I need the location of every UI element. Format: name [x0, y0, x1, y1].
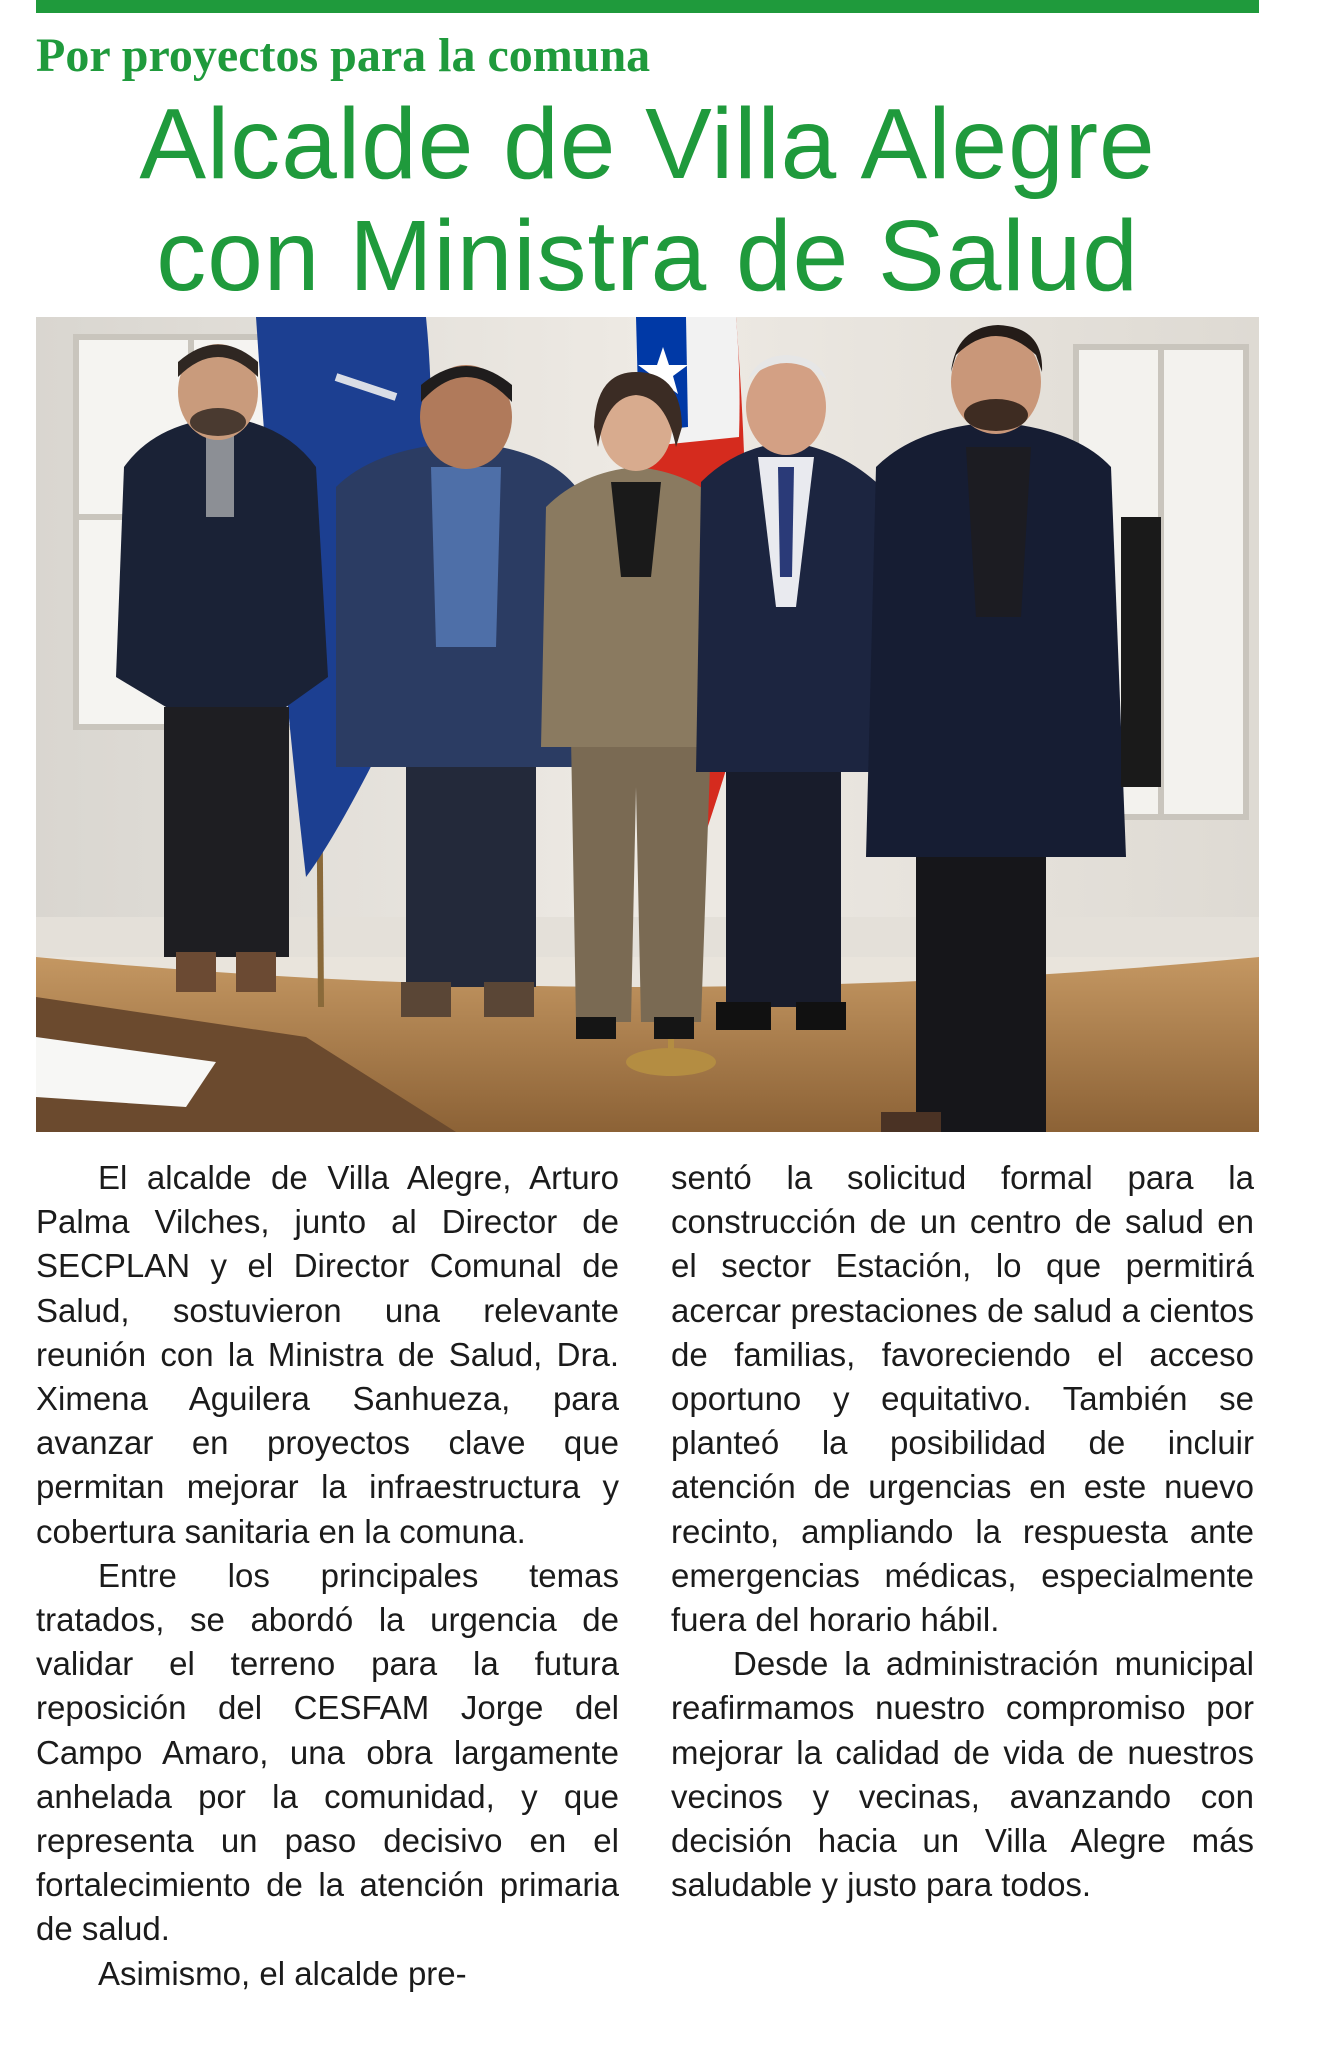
top-green-rule	[36, 0, 1259, 13]
group-photo-illustration	[36, 317, 1259, 1132]
article-column-left	[36, 1156, 619, 2040]
headline	[36, 88, 1259, 312]
paragraph-4: Desde la administración municipal reafirmamos nuestro compromiso por mejorar la calidad de vida de nuestros vecinos y vecinas, avanzando con decisión hacia un Villa Alegre más saludable y justo para todos.	[671, 1645, 1254, 1904]
paragraph-1: El alcalde de Villa Alegre, Arturo Palma Vilches, junto al Director de SECPLAN y el Director Comunal de Salud, sostuvieron una relevante reunión con la Ministra de Salud, Dra. Ximena Aguilera Sanhueza, para avanzar en proyectos clave que permitan mejorar la infraestructura y cobertura sanitaria en la comuna.	[36, 1159, 619, 1550]
paragraph-2: Entre los principales temas tratados, se abordó la urgencia de validar el terreno para la futura reposición del CESFAM Jorge del Campo Amaro, una obra largamente anhelada por la comunidad, y que representa un paso decisivo en el fortalecimiento de la atención primaria de salud.	[36, 1556, 619, 1948]
headline-line-2: con Ministra de Salud	[156, 200, 1139, 312]
kicker: Por proyectos para la comuna	[36, 29, 651, 82]
headline-line-1: Alcalde de Villa Alegre	[139, 88, 1156, 200]
group-photo	[36, 317, 1259, 1132]
paragraph-3-end: sentó la solicitud formal para la construcción de un centro de salud en el sector Estación, lo que permitirá acercar prestaciones de salud a cientos de familias, favoreciendo el acceso oportuno y equitativo. También se planteó la posibilidad de incluir atención de urgencias en este nuevo recinto, ampliando la respuesta ante emergencias médicas, especialmente fuera del horario hábil.	[671, 1159, 1254, 1639]
paragraph-3-start: Asimismo, el alcalde pre-	[98, 1954, 467, 1992]
article-column-right	[671, 1156, 1254, 2040]
